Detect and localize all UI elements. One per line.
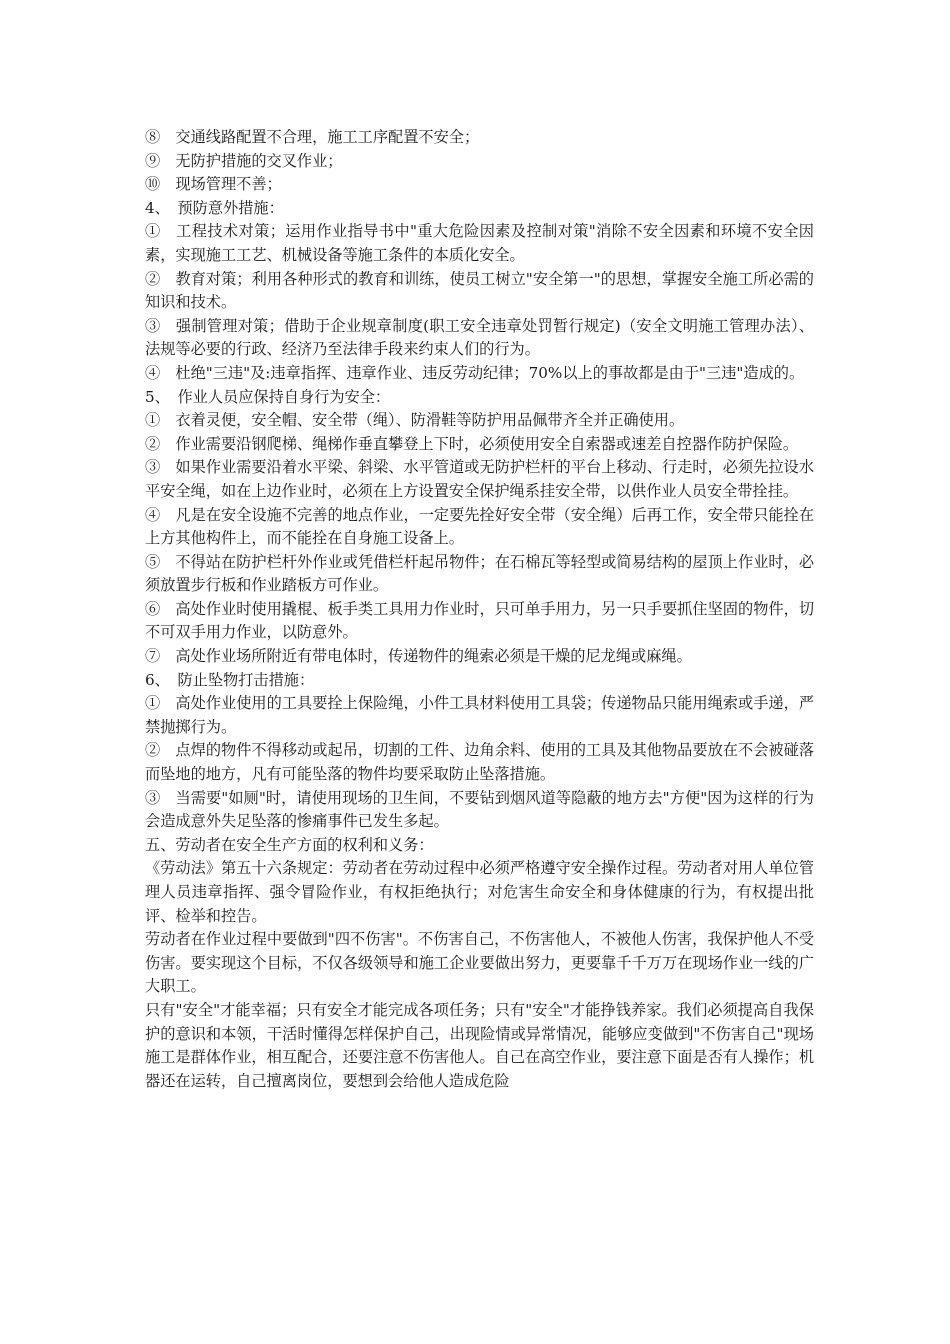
body-paragraph: 劳动者在作业过程中要做到"四不伤害"。不伤害自己，不伤害他人，不被他人伤害，我保护他人不受伤害。要实现这个目标，不仅各级领导和施工企业要做出努力，更要靠千千万万在现场作业一线的广大职工。 bbox=[145, 930, 814, 996]
list-item: ⑧ 交通线路配置不合理，施工工序配置不安全； bbox=[145, 128, 480, 146]
body-paragraph: 《劳动法》第五十六条规定：劳动者在劳动过程中必须严格遵守安全操作过程。劳动者对用人单位管理人员违章指挥、强令冒险作业，有权拒绝执行；对危害生命安全和身体健康的行为，有权提出批评、检举和控告。 bbox=[145, 859, 814, 925]
list-item: ④ 凡是在安全设施不完善的地点作业，一定要先拴好安全带（安全绳）后再工作，安全带只能拴在上方其他构件上，而不能拴在自身施工设备上。 bbox=[145, 505, 814, 548]
body-paragraph: 只有"安全"才能幸福；只有安全才能完成各项任务；只有"安全"才能挣钱养家。我们必须提高自我保护的意识和本领，干活时懂得怎样保护自己，出现险情或异常情况，能够应变做到"不伤害自己"现场施工是群体作业，相互配合，还要注意不伤害他人。自己在高空作业，要注意下面是否有人操作；机器还在运转，自己擅离岗位，要想到会给他人造成危险 bbox=[145, 1000, 814, 1090]
list-item: ④ 杜绝"三违"及:违章指挥、违章作业、违反劳动纪律；70%以上的事故都是由于"三违"造成的。 bbox=[145, 363, 805, 382]
list-item: ① 工程技术对策；运用作业指导书中"重大危险因素及控制对策"消除不安全因素和环境不安全因素，实现施工工艺、机械设备等施工条件的本质化安全。 bbox=[145, 222, 814, 264]
list-item: ⑨ 无防护措施的交叉作业； bbox=[145, 151, 343, 170]
list-item: ⑦ 高处作业场所附近有带电体时，传递物件的绳索必须是干燥的尼龙绳或麻绳。 bbox=[145, 647, 692, 666]
list-item: ② 作业需要沿钢爬梯、绳梯作垂直攀登上下时，必须使用安全自索器或速差自控器作防护保险。 bbox=[145, 434, 799, 453]
list-item: ① 衣着灵便，安全帽、安全带（绳）、防滑鞋等防护用品佩带齐全并正确使用。 bbox=[145, 411, 685, 430]
section-heading: 5、 作业人员应保持自身行为安全： bbox=[145, 387, 391, 406]
list-item: ② 点焊的物件不得移动或起吊，切割的工件、边角余料、使用的工具及其他物品要放在不会被碰落而坠地的地方，凡有可能坠落的物件均要采取防止坠落措施。 bbox=[145, 741, 814, 784]
list-item: ③ 强制管理对策；借助于企业规章制度(职工安全违章处罚暂行规定)（安全文明施工管理办法）、法规等必要的行政、经济乃至法律手段来约束人们的行为。 bbox=[145, 316, 814, 359]
section-heading: 6、 防止坠物打击措施： bbox=[145, 670, 315, 689]
list-item: ① 高处作业使用的工具要拴上保险绳，小件工具材料使用工具袋；传递物品只能用绳索或手递，严禁抛掷行为。 bbox=[145, 694, 814, 736]
section-heading: 4、 预防意外措施： bbox=[145, 198, 284, 217]
list-item: ⑩ 现场管理不善； bbox=[145, 175, 282, 194]
section-heading: 五、劳动者在安全生产方面的权利和义务： bbox=[145, 835, 434, 854]
list-item: ⑤ 不得站在防护栏杆外作业或凭借栏杆起吊物件；在石棉瓦等轻型或简易结构的屋顶上作业时，必须放置步行板和作业踏板方可作业。 bbox=[145, 552, 814, 595]
list-item: ⑥ 高处作业时使用撬棍、板手类工具用力作业时，只可单手用力，另一只手要抓住坚固的物件，切不可双手用力作业，以防意外。 bbox=[145, 599, 814, 642]
list-item: ③ 当需要"如厕"时，请使用现场的卫生间，不要钻到烟风道等隐蔽的地方去"方便"因为这样的行为会造成意外失足坠落的惨痛事件已发生多起。 bbox=[145, 788, 814, 831]
list-item: ③ 如果作业需要沿着水平梁、斜梁、水平管道或无防护栏杆的平台上移动、行走时，必须先拉设水平安全绳，如在上边作业时，必须在上方设置安全保护绳系挂安全带，以供作业人员安全带拴挂。 bbox=[145, 458, 814, 500]
list-item: ② 教育对策；利用各种形式的教育和训练，使员工树立"安全第一"的思想，掌握安全施工所必需的知识和技术。 bbox=[145, 269, 814, 312]
